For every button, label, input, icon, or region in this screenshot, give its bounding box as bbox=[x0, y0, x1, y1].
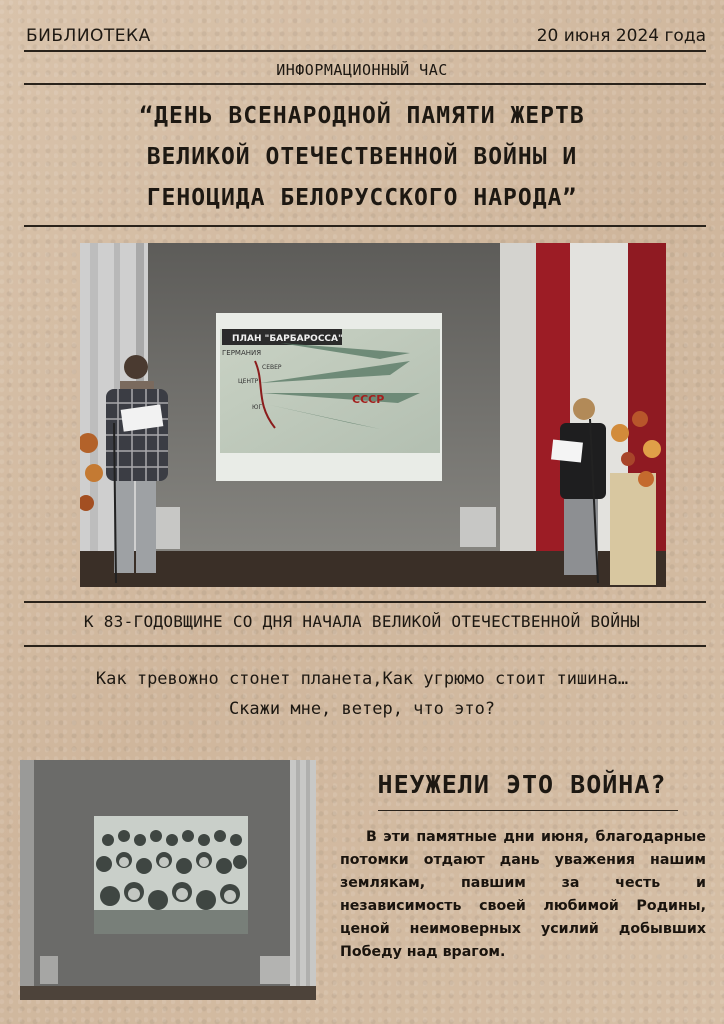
photo-rule bbox=[24, 601, 706, 603]
event-kicker: ИНФОРМАЦИОННЫЙ ЧАС bbox=[276, 61, 448, 79]
map-label-ussr: СССР bbox=[352, 393, 385, 406]
war-heading-rule bbox=[378, 810, 678, 811]
anniversary-subtitle: К 83-ГОДОВЩИНЕ СО ДНЯ НАЧАЛА ВЕЛИКОЙ ОТЕЧЕСТВЕННОЙ ВОЙНЫ bbox=[83, 612, 641, 631]
kicker-rule bbox=[24, 83, 706, 85]
screen-title: ПЛАН "БАРБАРОССА" bbox=[232, 334, 343, 344]
library-label: БИБЛИОТЕКА bbox=[26, 26, 151, 46]
map-label-germany: ГЕРМАНИЯ bbox=[222, 349, 262, 357]
map-label-center: ЦЕНТР bbox=[238, 378, 259, 385]
screen-illustration bbox=[20, 760, 316, 1000]
map-label-south: ЮГ bbox=[252, 404, 263, 411]
event-date: 20 июня 2024 года bbox=[536, 26, 706, 46]
header-rule bbox=[24, 50, 706, 52]
title-line-2: ВЕЛИКОЙ ОТЕЧЕСТВЕННОЙ ВОЙНЫ И bbox=[146, 144, 578, 170]
event-photo-stage bbox=[80, 243, 666, 587]
title-rule bbox=[24, 225, 706, 227]
poem-line-2: Скажи мне, ветер, что это? bbox=[228, 699, 496, 719]
page-title bbox=[40, 96, 684, 219]
poem bbox=[0, 664, 724, 724]
subtitle-rule bbox=[24, 645, 706, 647]
title-line-1: “ДЕНЬ ВСЕНАРОДНОЙ ПАМЯТИ ЖЕРТВ bbox=[139, 103, 585, 129]
stage-illustration bbox=[80, 243, 666, 587]
event-photo-screen bbox=[20, 760, 316, 1000]
war-heading: НЕУЖЕЛИ ЭТО ВОЙНА? bbox=[377, 770, 667, 799]
map-label-north: СЕВЕР bbox=[262, 364, 282, 371]
poem-line-1: Как тревожно стонет планета,Как угрюмо стоит тишина… bbox=[95, 669, 629, 689]
body-paragraph: В эти памятные дни июня, благодарные потомки отдают дань уважения нашим землякам, павшим за честь и независимость своей любимой Родины, ценой неимоверных усилий добывших Победу над врагом. bbox=[340, 829, 706, 960]
title-line-3: ГЕНОЦИДА БЕЛОРУССКОГО НАРОДА” bbox=[146, 185, 578, 211]
